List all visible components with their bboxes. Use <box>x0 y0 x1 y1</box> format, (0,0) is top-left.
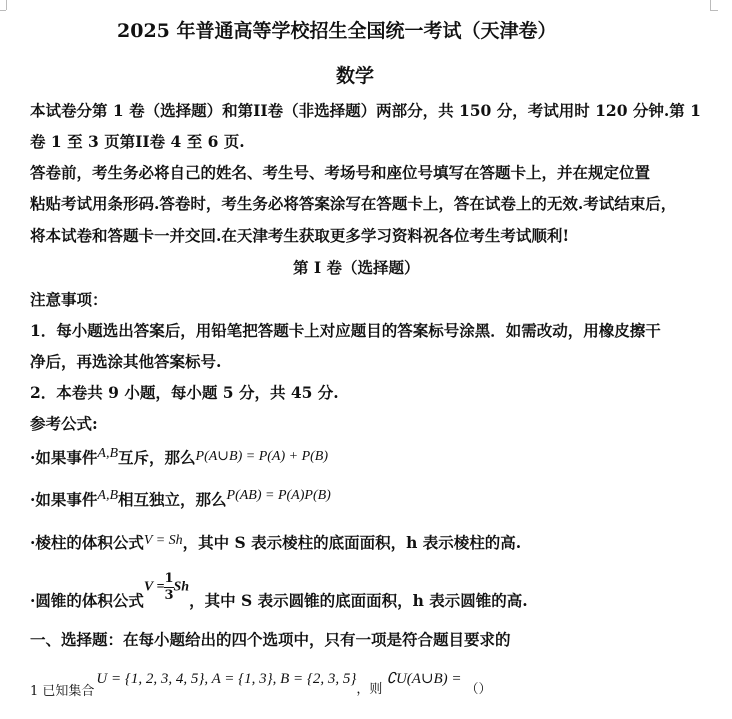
notes-label: 注意事项： <box>30 290 108 309</box>
corner-mark-top-right-v <box>710 0 711 10</box>
corner-mark-top-left-v <box>6 0 7 10</box>
formula-3-prefix: ·棱柱的体积公式 <box>30 533 144 552</box>
formula-4-lhs: V = <box>143 579 165 595</box>
question-1-sets: U = {1, 2, 3, 4, 5}, A = {1, 3}, B = {2, 3, 5} <box>96 671 357 687</box>
formula-1-prefix: ·如果事件 <box>30 448 98 467</box>
formula-3 <box>30 531 521 553</box>
intro-line-3: 答卷前，考生务必将自己的姓名、考生号、考场号和座位号填写在答题卡上，并在规定位置 <box>30 163 651 182</box>
intro-line-5: 将本试卷和答题卡一并交回.在天津考生获取更多学习资料祝各位考生考试顺利! <box>30 226 570 245</box>
formula-4 <box>30 571 528 610</box>
formula-1 <box>30 446 328 468</box>
exam-title: 2025 年普通高等学校招生全国统一考试（天津卷） <box>117 20 557 42</box>
formula-2-expr: P(AB) = P(A)P(B) <box>226 488 331 503</box>
formula-2-prefix: ·如果事件 <box>30 490 98 509</box>
formula-1-expr: P(A∪B) = P(A) + P(B) <box>195 449 328 464</box>
question-1 <box>30 668 492 699</box>
formula-1-vars: A,B <box>97 446 119 461</box>
formula-1-mid: 互斥，那么 <box>118 448 196 467</box>
formula-4-prefix: ·圆锥的体积公式 <box>30 590 144 610</box>
note-2: 2．本卷共 9 小题，每小题 5 分，共 45 分. <box>30 383 339 402</box>
intro-line-4: 粘贴考试用条形码.答卷时，考生务必将答案涂写在答题卡上，答在试卷上的无效.考试结束后， <box>30 194 677 213</box>
corner-mark-top-left-h <box>0 10 6 11</box>
corner-mark-top-right-h <box>710 10 718 11</box>
formula-4-denominator: 3 <box>164 588 174 603</box>
formula-3-suffix: ，其中 S 表示棱柱的底面面积，h 表示棱柱的高. <box>182 533 522 552</box>
question-1-blank: （） <box>465 682 492 697</box>
formulas-label: 参考公式: <box>30 414 98 433</box>
question-1-complement: ∁U(A∪B) = <box>386 671 462 687</box>
note-1-line-2: 净后，再选涂其他答案标号. <box>30 352 222 371</box>
formula-3-expr: V = Sh <box>143 533 183 548</box>
note-1-line-1: 1．每小题选出答案后，用铅笔把答题卡上对应题目的答案标号涂黑．如需改动，用橡皮擦干 <box>30 321 661 340</box>
question-1-then: ，则 <box>356 682 383 697</box>
intro-line-2: 卷 1 至 3 页第II卷 4 至 6 页. <box>30 132 245 151</box>
subject-title: 数学 <box>336 65 375 87</box>
formula-2-vars: A,B <box>97 488 119 503</box>
formula-2 <box>30 488 331 510</box>
intro-line-1: 本试卷分第 1 卷（选择题）和第II卷（非选择题）两部分，共 150 分，考试用时 120 分钟.第 1 <box>30 101 701 120</box>
section-heading: 第 I 卷（选择题） <box>293 258 420 277</box>
formula-4-numerator: 1 <box>164 571 174 586</box>
question-1-prefix: 1 已知集合 <box>30 684 95 699</box>
formula-4-suffix: ，其中 S 表示圆锥的底面面积，h 表示圆锥的高. <box>189 590 528 610</box>
formula-4-fraction <box>164 572 173 603</box>
choice-section-heading: 一、选择题：在每小题给出的四个选项中，只有一项是符合题目要求的 <box>30 630 511 649</box>
formula-4-rhs: Sh <box>173 579 190 595</box>
formula-2-mid: 相互独立，那么 <box>118 490 227 509</box>
